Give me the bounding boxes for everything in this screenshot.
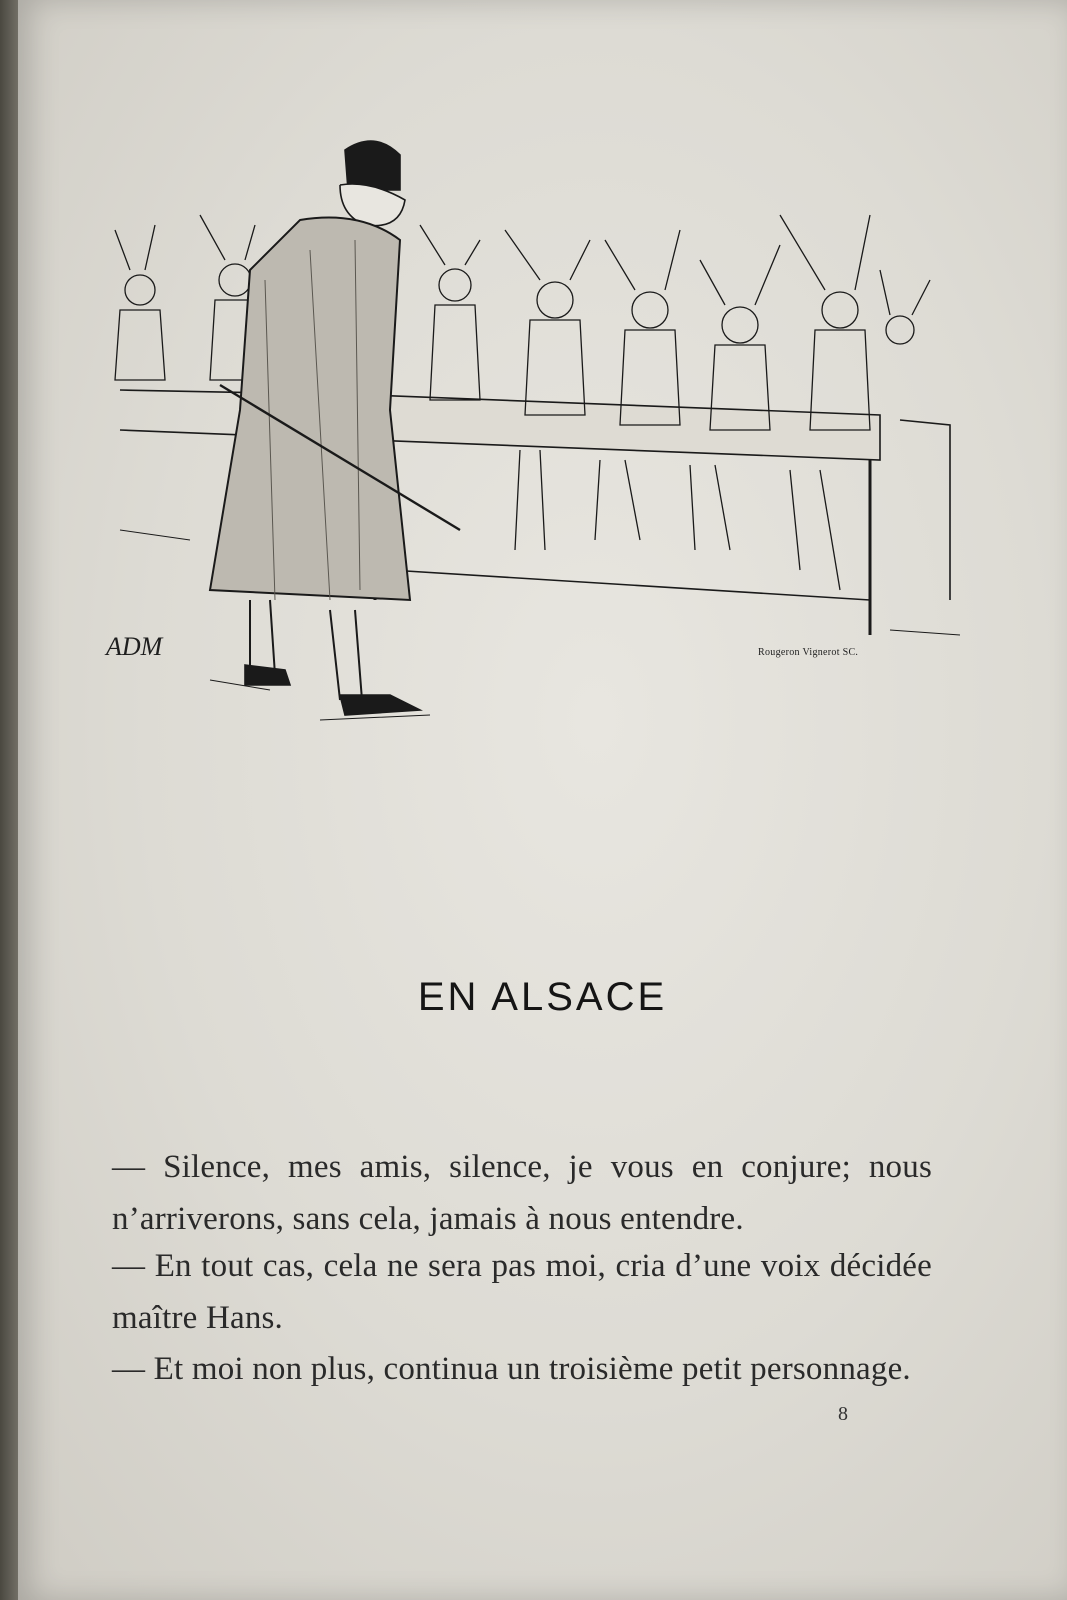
illustrator-signature: ADM	[106, 632, 163, 661]
illustration-drawing	[100, 130, 980, 730]
classroom-illustration	[100, 130, 980, 730]
paragraph-1: — Silence, mes amis, silence, je vous en conjure; nous n’arriverons, sans cela, jamais à nous entendre.	[112, 1149, 932, 1237]
book-page	[18, 0, 1067, 1600]
engraver-credit: Rougeron Vignerot SC.	[758, 647, 859, 658]
chapter-title: EN ALSACE	[417, 974, 668, 1019]
paragraph-2: — En tout cas, cela ne sera pas moi, cria d’une voix décidée maître Hans.	[112, 1248, 932, 1336]
paragraph-3: — Et moi non plus, continua un troisième petit personnage.	[112, 1351, 911, 1387]
page-number: 8	[838, 1403, 848, 1425]
